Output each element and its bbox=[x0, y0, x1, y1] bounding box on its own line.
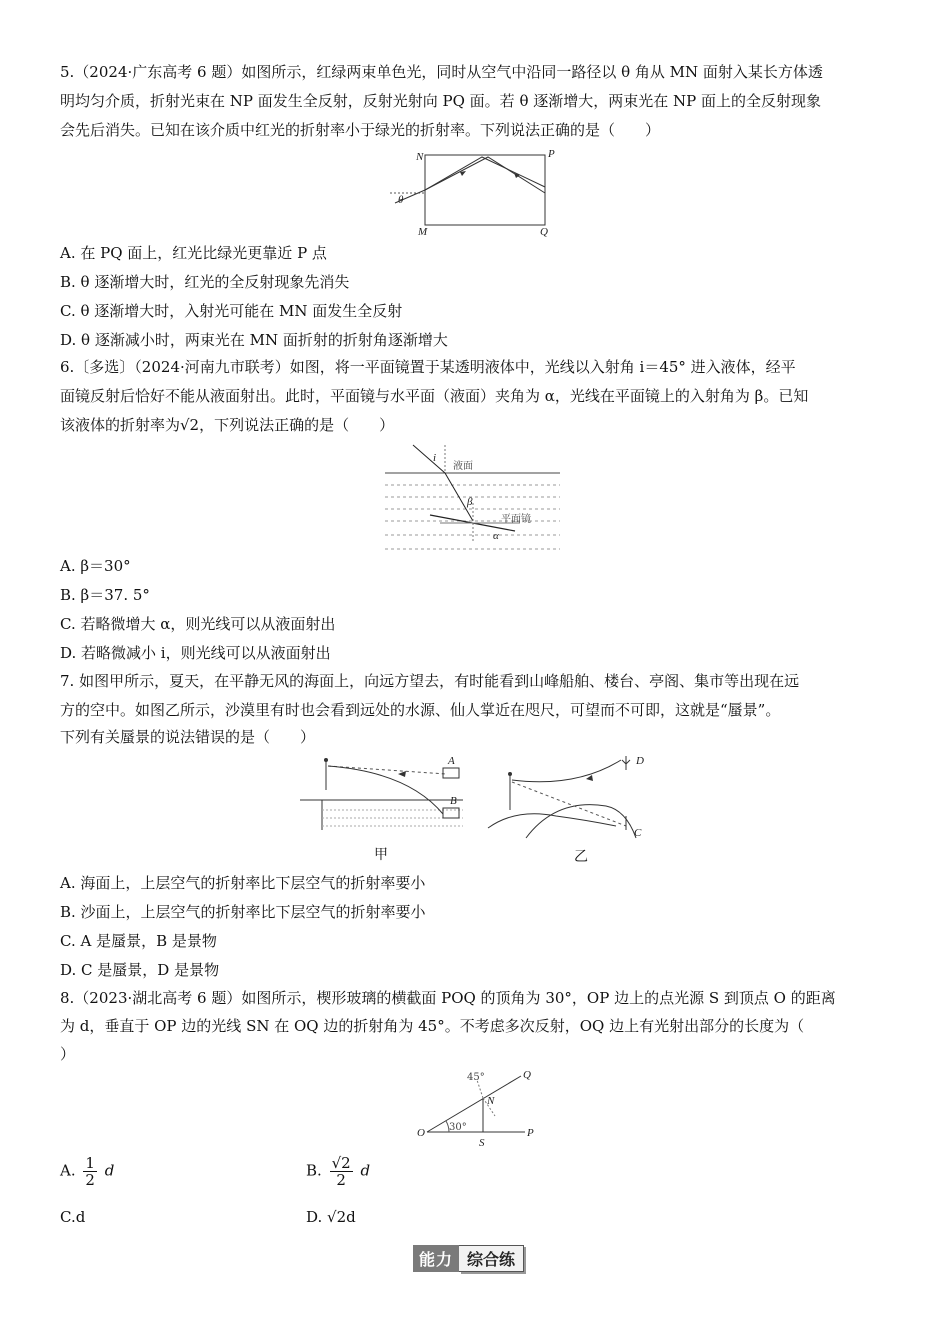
q7-text-line2: 方的空中。如图乙所示，沙漠里有时也会看到远处的水源、仙人掌近在咫尺，可望而不可即，这就是“蜃景”。 bbox=[60, 701, 781, 719]
q5-label-q: Q bbox=[540, 226, 548, 238]
q8-option-c: C.d bbox=[60, 1208, 86, 1226]
section-badge-left: 能力 bbox=[413, 1245, 459, 1272]
q5-text-line2: 明均匀介质，折射光束在 NP 面发生全反射，反射光射向 PQ 面。若 θ 逐渐增大，两束光在 NP 面上的全反射现象 bbox=[60, 92, 822, 110]
q7-option-c: C. A 是蜃景，B 是景物 bbox=[60, 932, 217, 950]
q7-caption-jia: 甲 bbox=[374, 848, 388, 863]
q5-figure bbox=[390, 145, 565, 240]
q8-option-b-unit: d bbox=[360, 1161, 371, 1180]
q6-label-alpha: α bbox=[493, 530, 499, 542]
q6-label-mirror: 平面镜 bbox=[501, 514, 531, 525]
q5-label-p: P bbox=[548, 148, 555, 160]
q5-option-d: D. θ 逐渐减小时，两束光在 MN 面折射的折射角逐渐增大 bbox=[60, 331, 448, 349]
q8-option-b-numerator: √2 bbox=[331, 1154, 351, 1172]
q8-option-d: D. √2d bbox=[306, 1208, 356, 1226]
q8-text-line3: ） bbox=[60, 1045, 76, 1063]
q6-text-line2: 面镜反射后恰好不能从液面射出。此时，平面镜与水平面（液面）夹角为 α，光线在平面镜上的入射角为 β。已知 bbox=[60, 387, 809, 405]
q5-option-b: B. θ 逐渐增大时，红光的全反射现象先消失 bbox=[60, 273, 350, 291]
q7-figure-jia bbox=[298, 752, 468, 834]
q7-option-d: D. C 是蜃景，D 是景物 bbox=[60, 961, 220, 979]
q8-option-a-unit: d bbox=[104, 1161, 115, 1180]
q6-option-a: A. β＝30° bbox=[60, 557, 131, 575]
q7-label-b: B bbox=[450, 795, 457, 807]
q8-label-angle30: 30° bbox=[449, 1122, 467, 1133]
q8-label-q: Q bbox=[523, 1069, 531, 1081]
q7-figure-yi bbox=[486, 748, 656, 840]
q6-figure bbox=[385, 443, 570, 555]
q8-text-line1: 8.（2023·湖北高考 6 题）如图所示，楔形玻璃的横截面 POQ 的顶角为 30°，OP 边上的点光源 S 到顶点 O 的距离 bbox=[60, 989, 836, 1007]
q6-text-line3: 该液体的折射率为√2，下列说法正确的是（ ） bbox=[60, 416, 395, 434]
q6-option-c: C. 若略微增大 α，则光线可以从液面射出 bbox=[60, 615, 336, 633]
section-badge-right: 综合练 bbox=[459, 1245, 524, 1272]
q8-label-o: O bbox=[417, 1127, 425, 1139]
q8-label-s: S bbox=[479, 1137, 485, 1148]
q8-label-angle45: 45° bbox=[467, 1072, 485, 1083]
q7-text-line1: 7. 如图甲所示，夏天，在平静无风的海面上，向远方望去，有时能看到山峰船舶、楼台、亭阁、集市等出现在远 bbox=[60, 672, 800, 690]
q6-label-i: i bbox=[433, 452, 437, 464]
q7-label-a: A bbox=[448, 755, 455, 767]
section-badge bbox=[413, 1245, 524, 1271]
q8-option-b-prefix: B. bbox=[306, 1161, 322, 1180]
q8-option-b bbox=[306, 1155, 370, 1188]
q7-label-c: C bbox=[634, 827, 642, 839]
q8-option-a-fraction bbox=[83, 1155, 97, 1188]
q6-label-surface: 液面 bbox=[453, 461, 473, 472]
q7-label-d: D bbox=[636, 755, 644, 767]
q8-option-b-fraction bbox=[330, 1155, 353, 1188]
q8-label-p: P bbox=[527, 1127, 534, 1139]
q6-label-beta: β bbox=[467, 496, 473, 508]
q6-option-d: D. 若略微减小 i，则光线可以从液面射出 bbox=[60, 644, 331, 662]
q8-figure bbox=[415, 1068, 545, 1148]
q6-option-b: B. β＝37. 5° bbox=[60, 586, 150, 604]
q7-caption-yi: 乙 bbox=[574, 850, 588, 865]
q5-option-c: C. θ 逐渐增大时，入射光可能在 MN 面发生全反射 bbox=[60, 302, 403, 320]
q5-label-m: M bbox=[418, 226, 428, 238]
q6-text-line1: 6.〔多选〕（2024·河南九市联考）如图，将一平面镜置于某透明液体中，光线以入射角 i＝45° 进入液体，经平 bbox=[60, 358, 796, 376]
q5-text-line3: 会先后消失。已知在该介质中红光的折射率小于绿光的折射率。下列说法正确的是（ ） bbox=[60, 121, 661, 139]
q8-option-a-numerator: 1 bbox=[85, 1154, 95, 1172]
q5-option-a: A. 在 PQ 面上，红光比绿光更靠近 P 点 bbox=[60, 244, 327, 262]
q7-option-b: B. 沙面上，上层空气的折射率比下层空气的折射率要小 bbox=[60, 903, 426, 921]
q8-option-b-denominator: 2 bbox=[336, 1171, 346, 1189]
q7-option-a: A. 海面上，上层空气的折射率比下层空气的折射率要小 bbox=[60, 874, 426, 892]
q8-text-line2: 为 d，垂直于 OP 边的光线 SN 在 OQ 边的折射角为 45°。不考虑多次反射，OQ 边上有光射出部分的长度为（ bbox=[60, 1017, 805, 1035]
q5-text-line1: 5.（2024·广东高考 6 题）如图所示，红绿两束单色光，同时从空气中沿同一路径以 θ 角从 MN 面射入某长方体透 bbox=[60, 63, 823, 81]
q8-option-a bbox=[60, 1155, 114, 1188]
q8-option-a-prefix: A. bbox=[60, 1161, 76, 1180]
q8-option-a-denominator: 2 bbox=[85, 1171, 95, 1189]
q7-text-line3: 下列有关蜃景的说法错误的是（ ） bbox=[60, 728, 316, 746]
q8-label-n: N bbox=[487, 1095, 495, 1107]
q5-label-theta: θ bbox=[398, 194, 404, 206]
q5-label-n: N bbox=[416, 151, 424, 163]
